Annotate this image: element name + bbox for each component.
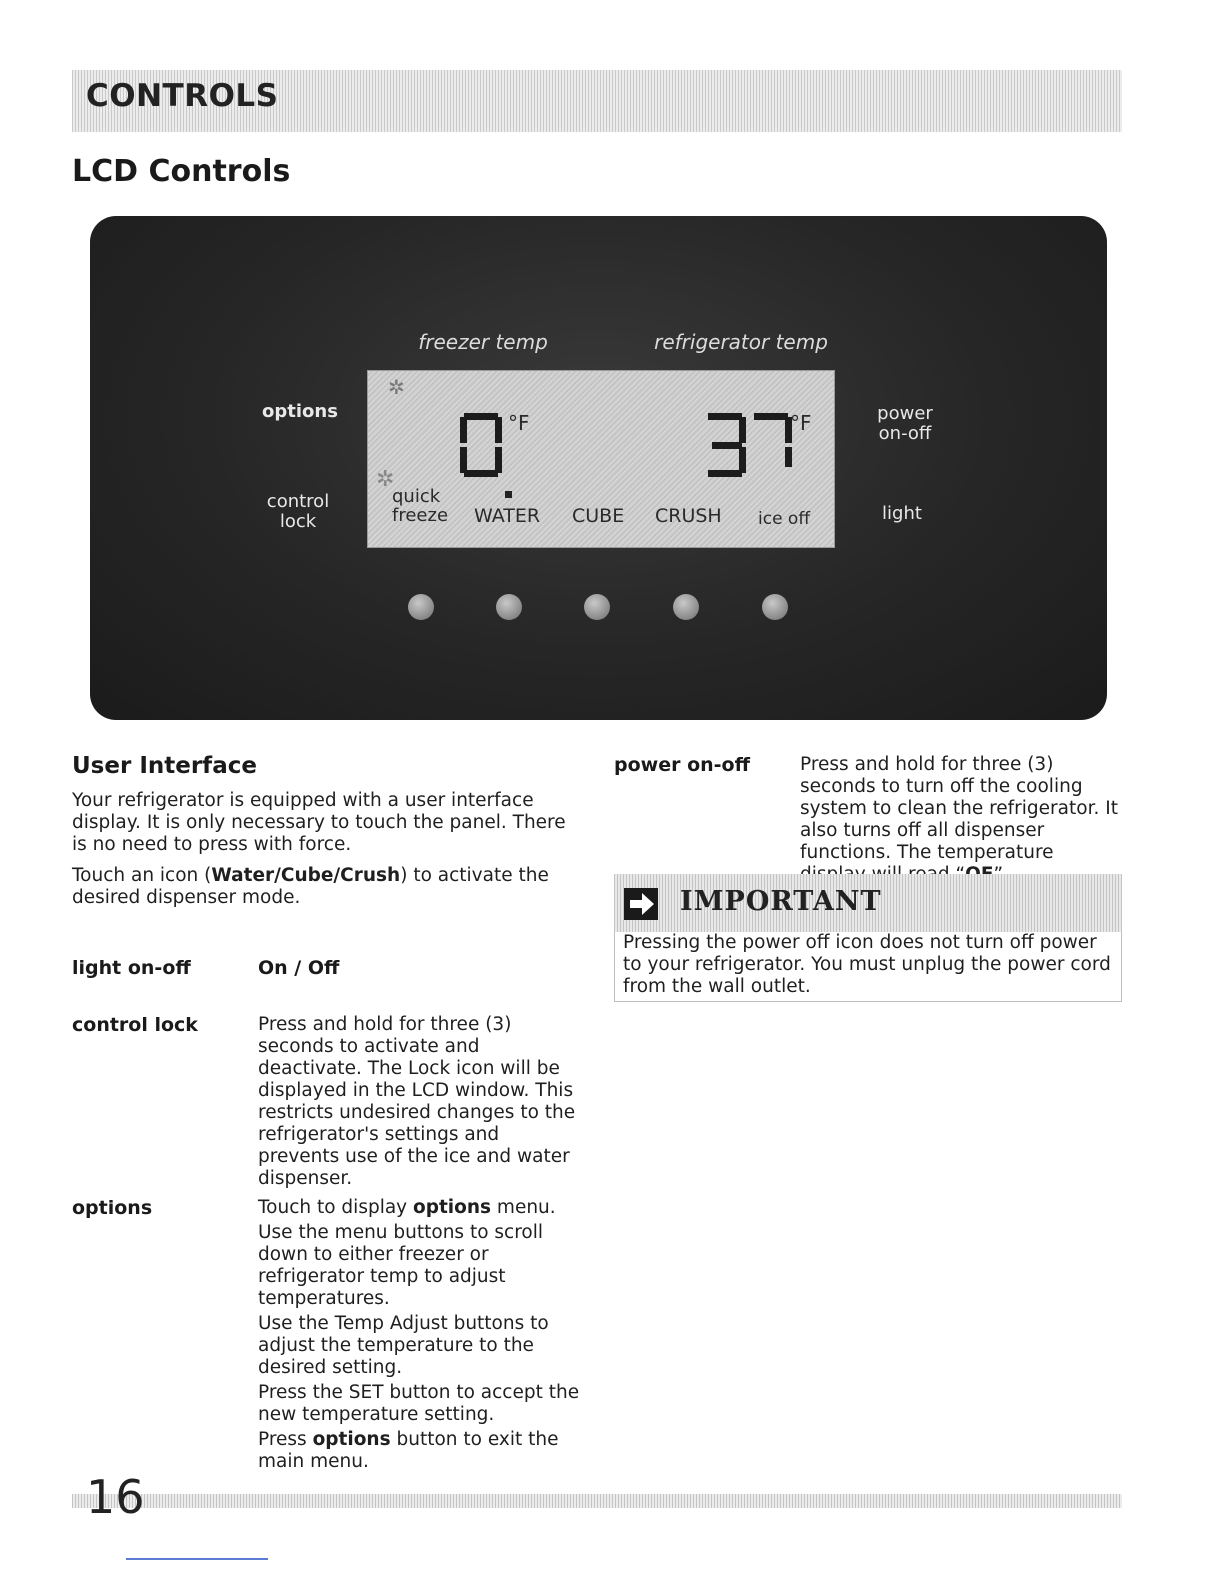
- fridge-temp-unit: °F: [790, 411, 812, 435]
- footer-bar: [72, 1494, 1122, 1508]
- user-interface-body: [72, 790, 584, 909]
- options-desc: [258, 1197, 582, 1473]
- power-term: power on-off: [614, 754, 750, 776]
- options-p1: Touch to display options menu.: [258, 1197, 556, 1218]
- fridge-temp-digits: [704, 413, 794, 477]
- touch-button-1[interactable]: [408, 594, 434, 620]
- mode-indicator: [505, 491, 512, 498]
- options-p2: Use the menu buttons to scroll down to either freezer or refrigerator temp to adjust temperatures.: [258, 1222, 544, 1309]
- freezer-temp-label: freezer temp: [418, 330, 548, 354]
- light-term: light on-off: [72, 957, 191, 979]
- freezer-temp-unit: °F: [508, 411, 530, 435]
- mode-cube[interactable]: CUBE: [572, 505, 625, 527]
- mode-water[interactable]: WATER: [474, 505, 541, 527]
- quick-freeze-icon: ✲: [376, 467, 395, 492]
- options-term: options: [72, 1197, 153, 1219]
- page-heading: LCD Controls: [72, 154, 291, 189]
- light-desc: On / Off: [258, 957, 340, 979]
- user-interface-para1: Your refrigerator is equipped with a user interface display. It is only necessary to touch the panel. There is no need to press with force.: [72, 790, 566, 855]
- light-label[interactable]: light: [882, 503, 922, 524]
- touch-button-2[interactable]: [496, 594, 522, 620]
- important-text: Pressing the power off icon does not turn off power to your refrigerator. You must unplug the power cord from the wall outlet.: [623, 932, 1111, 997]
- section-header-bar: [72, 70, 1122, 132]
- options-p4: Press the SET button to accept the new temperature setting.: [258, 1382, 580, 1425]
- important-box: [614, 932, 1122, 1002]
- section-title: CONTROLS: [86, 78, 279, 114]
- options-p5: Press options button to exit the main menu.: [258, 1429, 559, 1472]
- power-desc: Press and hold for three (3) seconds to turn off the cooling system to clean the refrigerator. It also turns off all dispenser functions. The temperature: [800, 754, 1118, 863]
- important-header: [614, 874, 1122, 932]
- control-lock-label[interactable]: control lock: [266, 491, 330, 532]
- control-lock-term: control lock: [72, 1014, 198, 1036]
- power-on-off-label[interactable]: power on-off: [877, 403, 933, 444]
- freezer-temp-digits: [460, 413, 502, 477]
- user-interface-para2: Touch an icon (Water/Cube/Crush) to activate the desired dispenser mode.: [72, 865, 549, 908]
- important-title: IMPORTANT: [680, 886, 882, 917]
- quick-freeze-label: quick freeze: [392, 486, 449, 526]
- control-lock-desc: Press and hold for three (3) seconds to activate and deactivate. The Lock icon will be displayed in the LCD window. This restricts undesired changes to the refrigerator's settings and prevents use of the ice and water dispenser.: [258, 1014, 576, 1189]
- touch-button-5[interactable]: [762, 594, 788, 620]
- refrigerator-temp-label: refrigerator temp: [654, 330, 828, 354]
- footer-rule: [126, 1558, 268, 1560]
- touch-button-3[interactable]: [584, 594, 610, 620]
- snowflake-icon: ✲: [388, 375, 405, 399]
- control-panel: [90, 216, 1107, 720]
- options-p3: Use the Temp Adjust buttons to adjust the temperature to the desired setting.: [258, 1313, 549, 1378]
- mode-crush[interactable]: CRUSH: [655, 505, 722, 527]
- options-label[interactable]: options: [262, 401, 338, 422]
- touch-button-4[interactable]: [673, 594, 699, 620]
- arrow-right-icon: [624, 888, 658, 920]
- lcd-display: [367, 370, 835, 548]
- page-number: 16: [86, 1470, 145, 1524]
- user-interface-heading: User Interface: [72, 753, 257, 779]
- ice-off-label: ice off: [758, 509, 811, 529]
